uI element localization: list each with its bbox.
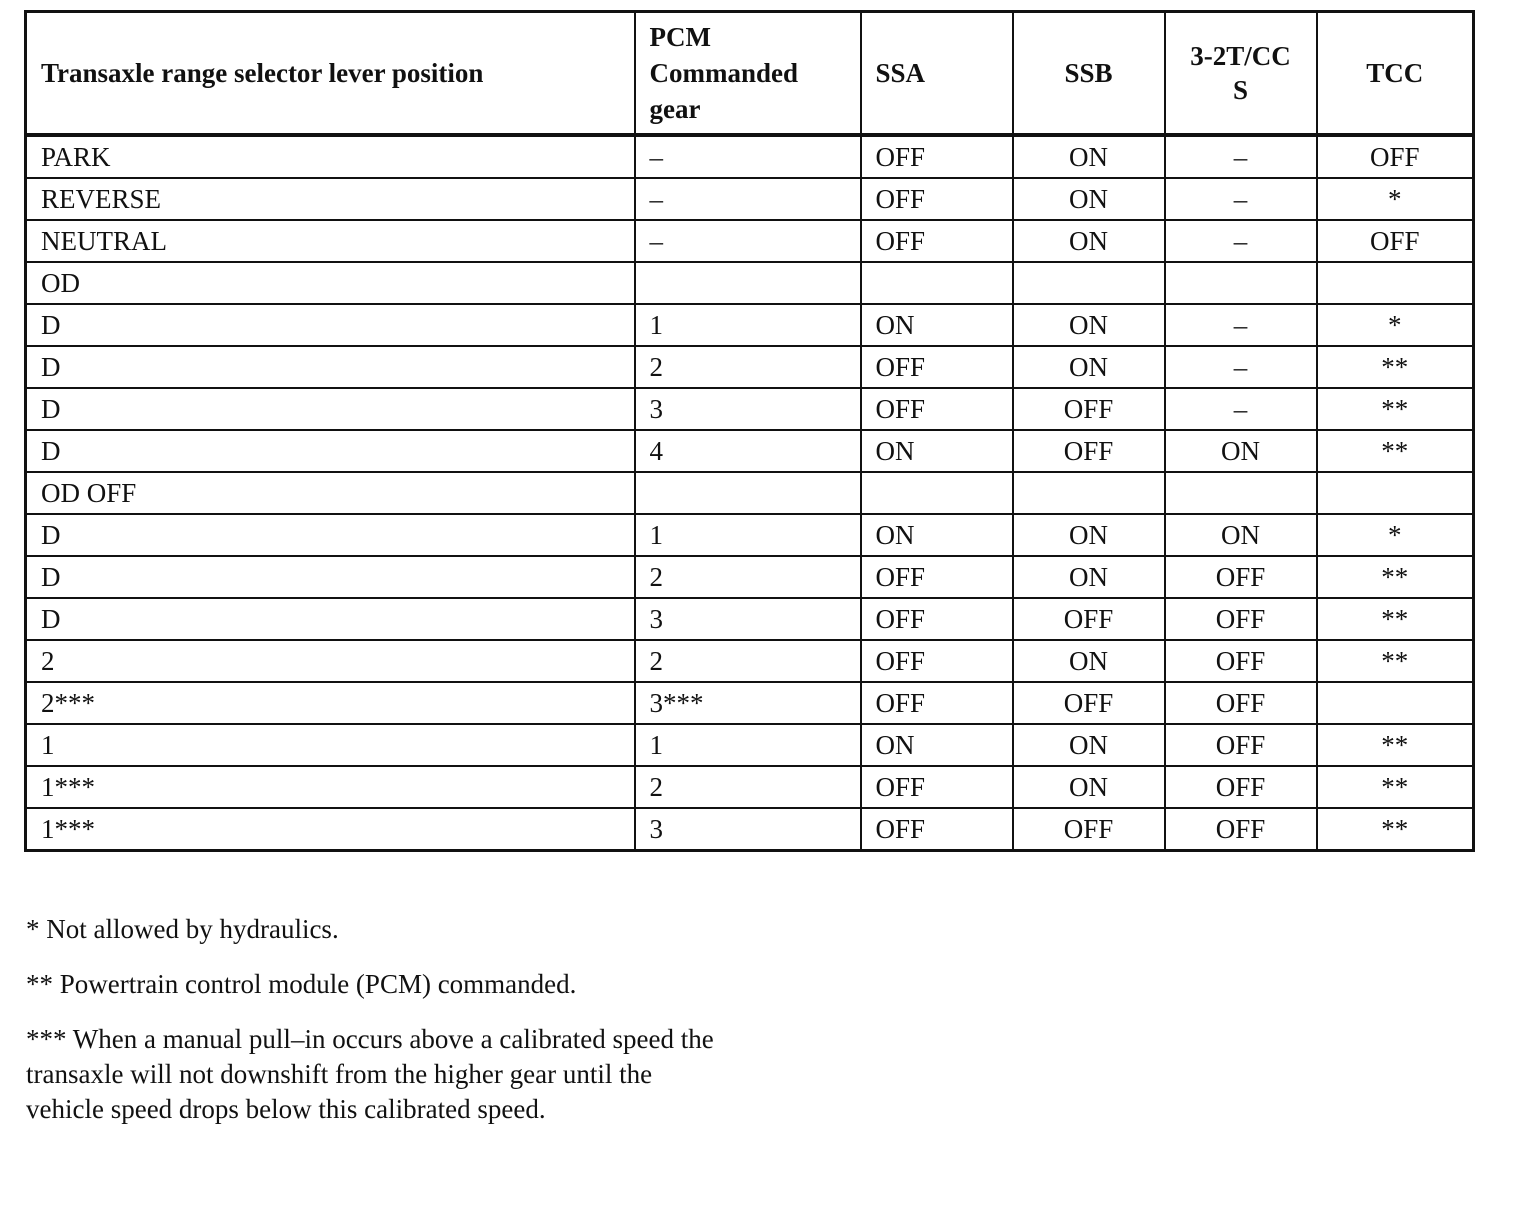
cell-tcc: ** (1317, 808, 1474, 851)
cell-ssa: OFF (861, 135, 1013, 178)
cell-lever-position: D (26, 598, 635, 640)
table-row (26, 640, 1474, 682)
cell-lever-position: 1*** (26, 808, 635, 851)
footnote-double-asterisk: ** Powertrain control module (PCM) commanded. (26, 969, 577, 999)
cell-lever-position: 1 (26, 724, 635, 766)
cell-ssb: ON (1013, 346, 1165, 388)
header-ssa: SSA (861, 12, 1013, 136)
cell-tcc: ** (1317, 556, 1474, 598)
cell-ssb: ON (1013, 514, 1165, 556)
cell-pcm-gear: 2 (635, 640, 861, 682)
table-row (26, 178, 1474, 220)
table-row (26, 262, 1474, 304)
cell-lever-position: D (26, 304, 635, 346)
cell-ssb: ON (1013, 640, 1165, 682)
cell-lever-position: PARK (26, 135, 635, 178)
header-pcm-commanded-gear: PCM Commanded gear (635, 12, 861, 136)
table-row (26, 346, 1474, 388)
cell-tcc: OFF (1317, 220, 1474, 262)
cell-lever-position: 1*** (26, 766, 635, 808)
cell-3-2t-ccs: – (1165, 346, 1317, 388)
cell-ssb: ON (1013, 556, 1165, 598)
cell-ssa: OFF (861, 220, 1013, 262)
table-row (26, 304, 1474, 346)
cell-ssb: ON (1013, 220, 1165, 262)
cell-ssa: OFF (861, 556, 1013, 598)
cell-ssb: OFF (1013, 598, 1165, 640)
footnotes (26, 912, 716, 1147)
cell-ssa: OFF (861, 178, 1013, 220)
cell-pcm-gear: 1 (635, 514, 861, 556)
solenoid-operation-table (24, 10, 1475, 852)
cell-pcm-gear (635, 472, 861, 514)
cell-ssa: ON (861, 514, 1013, 556)
cell-tcc: OFF (1317, 135, 1474, 178)
cell-3-2t-ccs: – (1165, 304, 1317, 346)
cell-ssb: ON (1013, 766, 1165, 808)
header-ssb: SSB (1013, 12, 1165, 136)
cell-ssa: ON (861, 430, 1013, 472)
cell-3-2t-ccs (1165, 262, 1317, 304)
cell-lever-position: D (26, 514, 635, 556)
cell-tcc (1317, 472, 1474, 514)
cell-pcm-gear: 2 (635, 766, 861, 808)
cell-ssb: OFF (1013, 388, 1165, 430)
cell-ssa: OFF (861, 766, 1013, 808)
cell-pcm-gear: 3 (635, 598, 861, 640)
cell-ssb (1013, 262, 1165, 304)
cell-lever-position: D (26, 556, 635, 598)
cell-ssa (861, 472, 1013, 514)
cell-pcm-gear: 2 (635, 346, 861, 388)
cell-ssb: OFF (1013, 430, 1165, 472)
cell-lever-position: 2 (26, 640, 635, 682)
cell-tcc: ** (1317, 766, 1474, 808)
cell-tcc (1317, 682, 1474, 724)
footnote-single-asterisk: * Not allowed by hydraulics. (26, 914, 339, 944)
header-3-2t-ccs: 3-2T/CC S (1165, 12, 1317, 136)
table-row (26, 724, 1474, 766)
cell-lever-position: D (26, 388, 635, 430)
cell-3-2t-ccs: – (1165, 135, 1317, 178)
cell-3-2t-ccs: OFF (1165, 766, 1317, 808)
cell-3-2t-ccs (1165, 472, 1317, 514)
header-lever-position: Transaxle range selector lever position (26, 12, 635, 136)
cell-pcm-gear: – (635, 178, 861, 220)
footnote-triple-asterisk: *** When a manual pull–in occurs above a calibrated speed the transaxle will not downshift from the higher gear until the vehicle speed drops below this calibrated speed. (26, 1024, 714, 1124)
table-row (26, 682, 1474, 724)
cell-3-2t-ccs: OFF (1165, 724, 1317, 766)
cell-pcm-gear: 3 (635, 808, 861, 851)
header-tcc: TCC (1317, 12, 1474, 136)
cell-pcm-gear: – (635, 220, 861, 262)
table-row (26, 388, 1474, 430)
cell-ssa: OFF (861, 808, 1013, 851)
cell-pcm-gear: 3 (635, 388, 861, 430)
cell-ssb: ON (1013, 724, 1165, 766)
cell-ssb: ON (1013, 135, 1165, 178)
cell-lever-position: 2*** (26, 682, 635, 724)
cell-ssb (1013, 472, 1165, 514)
cell-ssa: ON (861, 304, 1013, 346)
table-row (26, 430, 1474, 472)
table-row (26, 135, 1474, 178)
cell-3-2t-ccs: OFF (1165, 682, 1317, 724)
table-row (26, 472, 1474, 514)
cell-tcc (1317, 262, 1474, 304)
cell-ssa: OFF (861, 346, 1013, 388)
cell-tcc: * (1317, 178, 1474, 220)
cell-pcm-gear (635, 262, 861, 304)
cell-ssa: OFF (861, 388, 1013, 430)
cell-pcm-gear: – (635, 135, 861, 178)
cell-3-2t-ccs: – (1165, 178, 1317, 220)
cell-tcc: ** (1317, 598, 1474, 640)
cell-3-2t-ccs: OFF (1165, 640, 1317, 682)
cell-ssa (861, 262, 1013, 304)
solenoid-table-container (24, 10, 1472, 852)
table-body (26, 135, 1474, 851)
cell-3-2t-ccs: ON (1165, 514, 1317, 556)
cell-lever-position: D (26, 430, 635, 472)
table-row (26, 766, 1474, 808)
cell-ssa: ON (861, 724, 1013, 766)
cell-pcm-gear: 1 (635, 724, 861, 766)
cell-ssa: OFF (861, 640, 1013, 682)
cell-tcc: ** (1317, 388, 1474, 430)
cell-tcc: ** (1317, 640, 1474, 682)
cell-3-2t-ccs: OFF (1165, 808, 1317, 851)
cell-pcm-gear: 1 (635, 304, 861, 346)
cell-ssb: ON (1013, 178, 1165, 220)
cell-pcm-gear: 4 (635, 430, 861, 472)
header-row (26, 12, 1474, 136)
cell-lever-position: NEUTRAL (26, 220, 635, 262)
cell-3-2t-ccs: – (1165, 388, 1317, 430)
cell-ssa: OFF (861, 598, 1013, 640)
cell-tcc: ** (1317, 346, 1474, 388)
cell-tcc: ** (1317, 724, 1474, 766)
cell-3-2t-ccs: ON (1165, 430, 1317, 472)
cell-ssa: OFF (861, 682, 1013, 724)
cell-tcc: * (1317, 304, 1474, 346)
table-header (26, 12, 1474, 136)
table-row (26, 220, 1474, 262)
cell-ssb: ON (1013, 304, 1165, 346)
table-row (26, 556, 1474, 598)
cell-ssb: OFF (1013, 682, 1165, 724)
cell-3-2t-ccs: OFF (1165, 598, 1317, 640)
cell-ssb: OFF (1013, 808, 1165, 851)
cell-tcc: ** (1317, 430, 1474, 472)
cell-pcm-gear: 2 (635, 556, 861, 598)
cell-lever-position: REVERSE (26, 178, 635, 220)
cell-tcc: * (1317, 514, 1474, 556)
cell-pcm-gear: 3*** (635, 682, 861, 724)
table-row (26, 808, 1474, 851)
cell-lever-position: OD OFF (26, 472, 635, 514)
cell-lever-position: D (26, 346, 635, 388)
cell-3-2t-ccs: OFF (1165, 556, 1317, 598)
cell-lever-position: OD (26, 262, 635, 304)
table-row (26, 514, 1474, 556)
cell-3-2t-ccs: – (1165, 220, 1317, 262)
table-row (26, 598, 1474, 640)
